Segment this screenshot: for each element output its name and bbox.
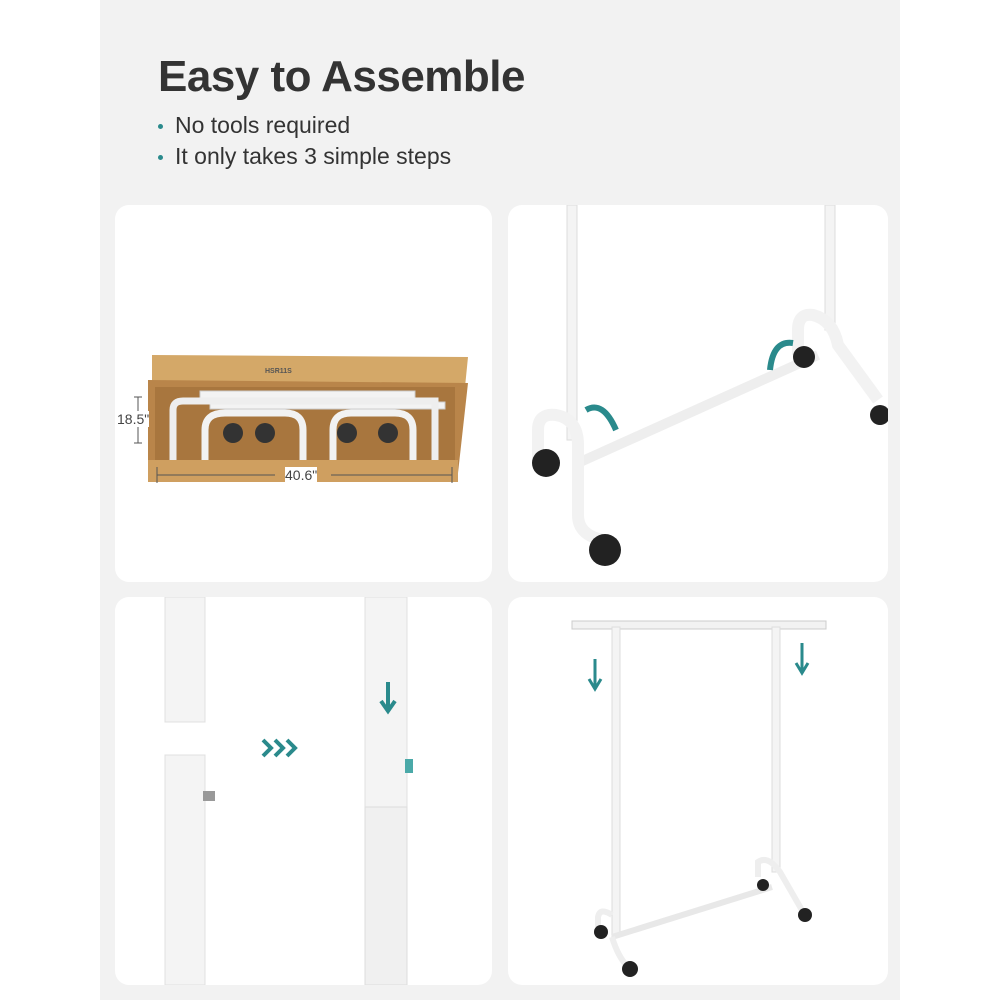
rotate-arrow-icon [586, 408, 616, 431]
height-dimension: 18.5" [117, 411, 150, 427]
step-rail-card [508, 597, 888, 985]
feature-item: No tools required [158, 110, 451, 141]
down-arrow-icon [589, 659, 601, 689]
complete-rack-illustration [508, 597, 888, 985]
page-title: Easy to Assemble [158, 52, 525, 101]
feature-list [158, 110, 451, 172]
width-dimension: 40.6" [285, 467, 318, 483]
package-card [115, 205, 492, 582]
package-illustration [115, 205, 492, 582]
step-base-card [508, 205, 888, 582]
step-tube-card [115, 597, 492, 985]
tube-connection-illustration [115, 597, 492, 985]
base-assembly-illustration [508, 205, 888, 582]
down-arrow-icon [796, 643, 808, 673]
feature-item: It only takes 3 simple steps [158, 141, 451, 172]
chevrons-right-icon [263, 740, 295, 756]
bullet-icon [158, 124, 163, 129]
box-label: HSR11S [265, 368, 292, 375]
bullet-icon [158, 155, 163, 160]
